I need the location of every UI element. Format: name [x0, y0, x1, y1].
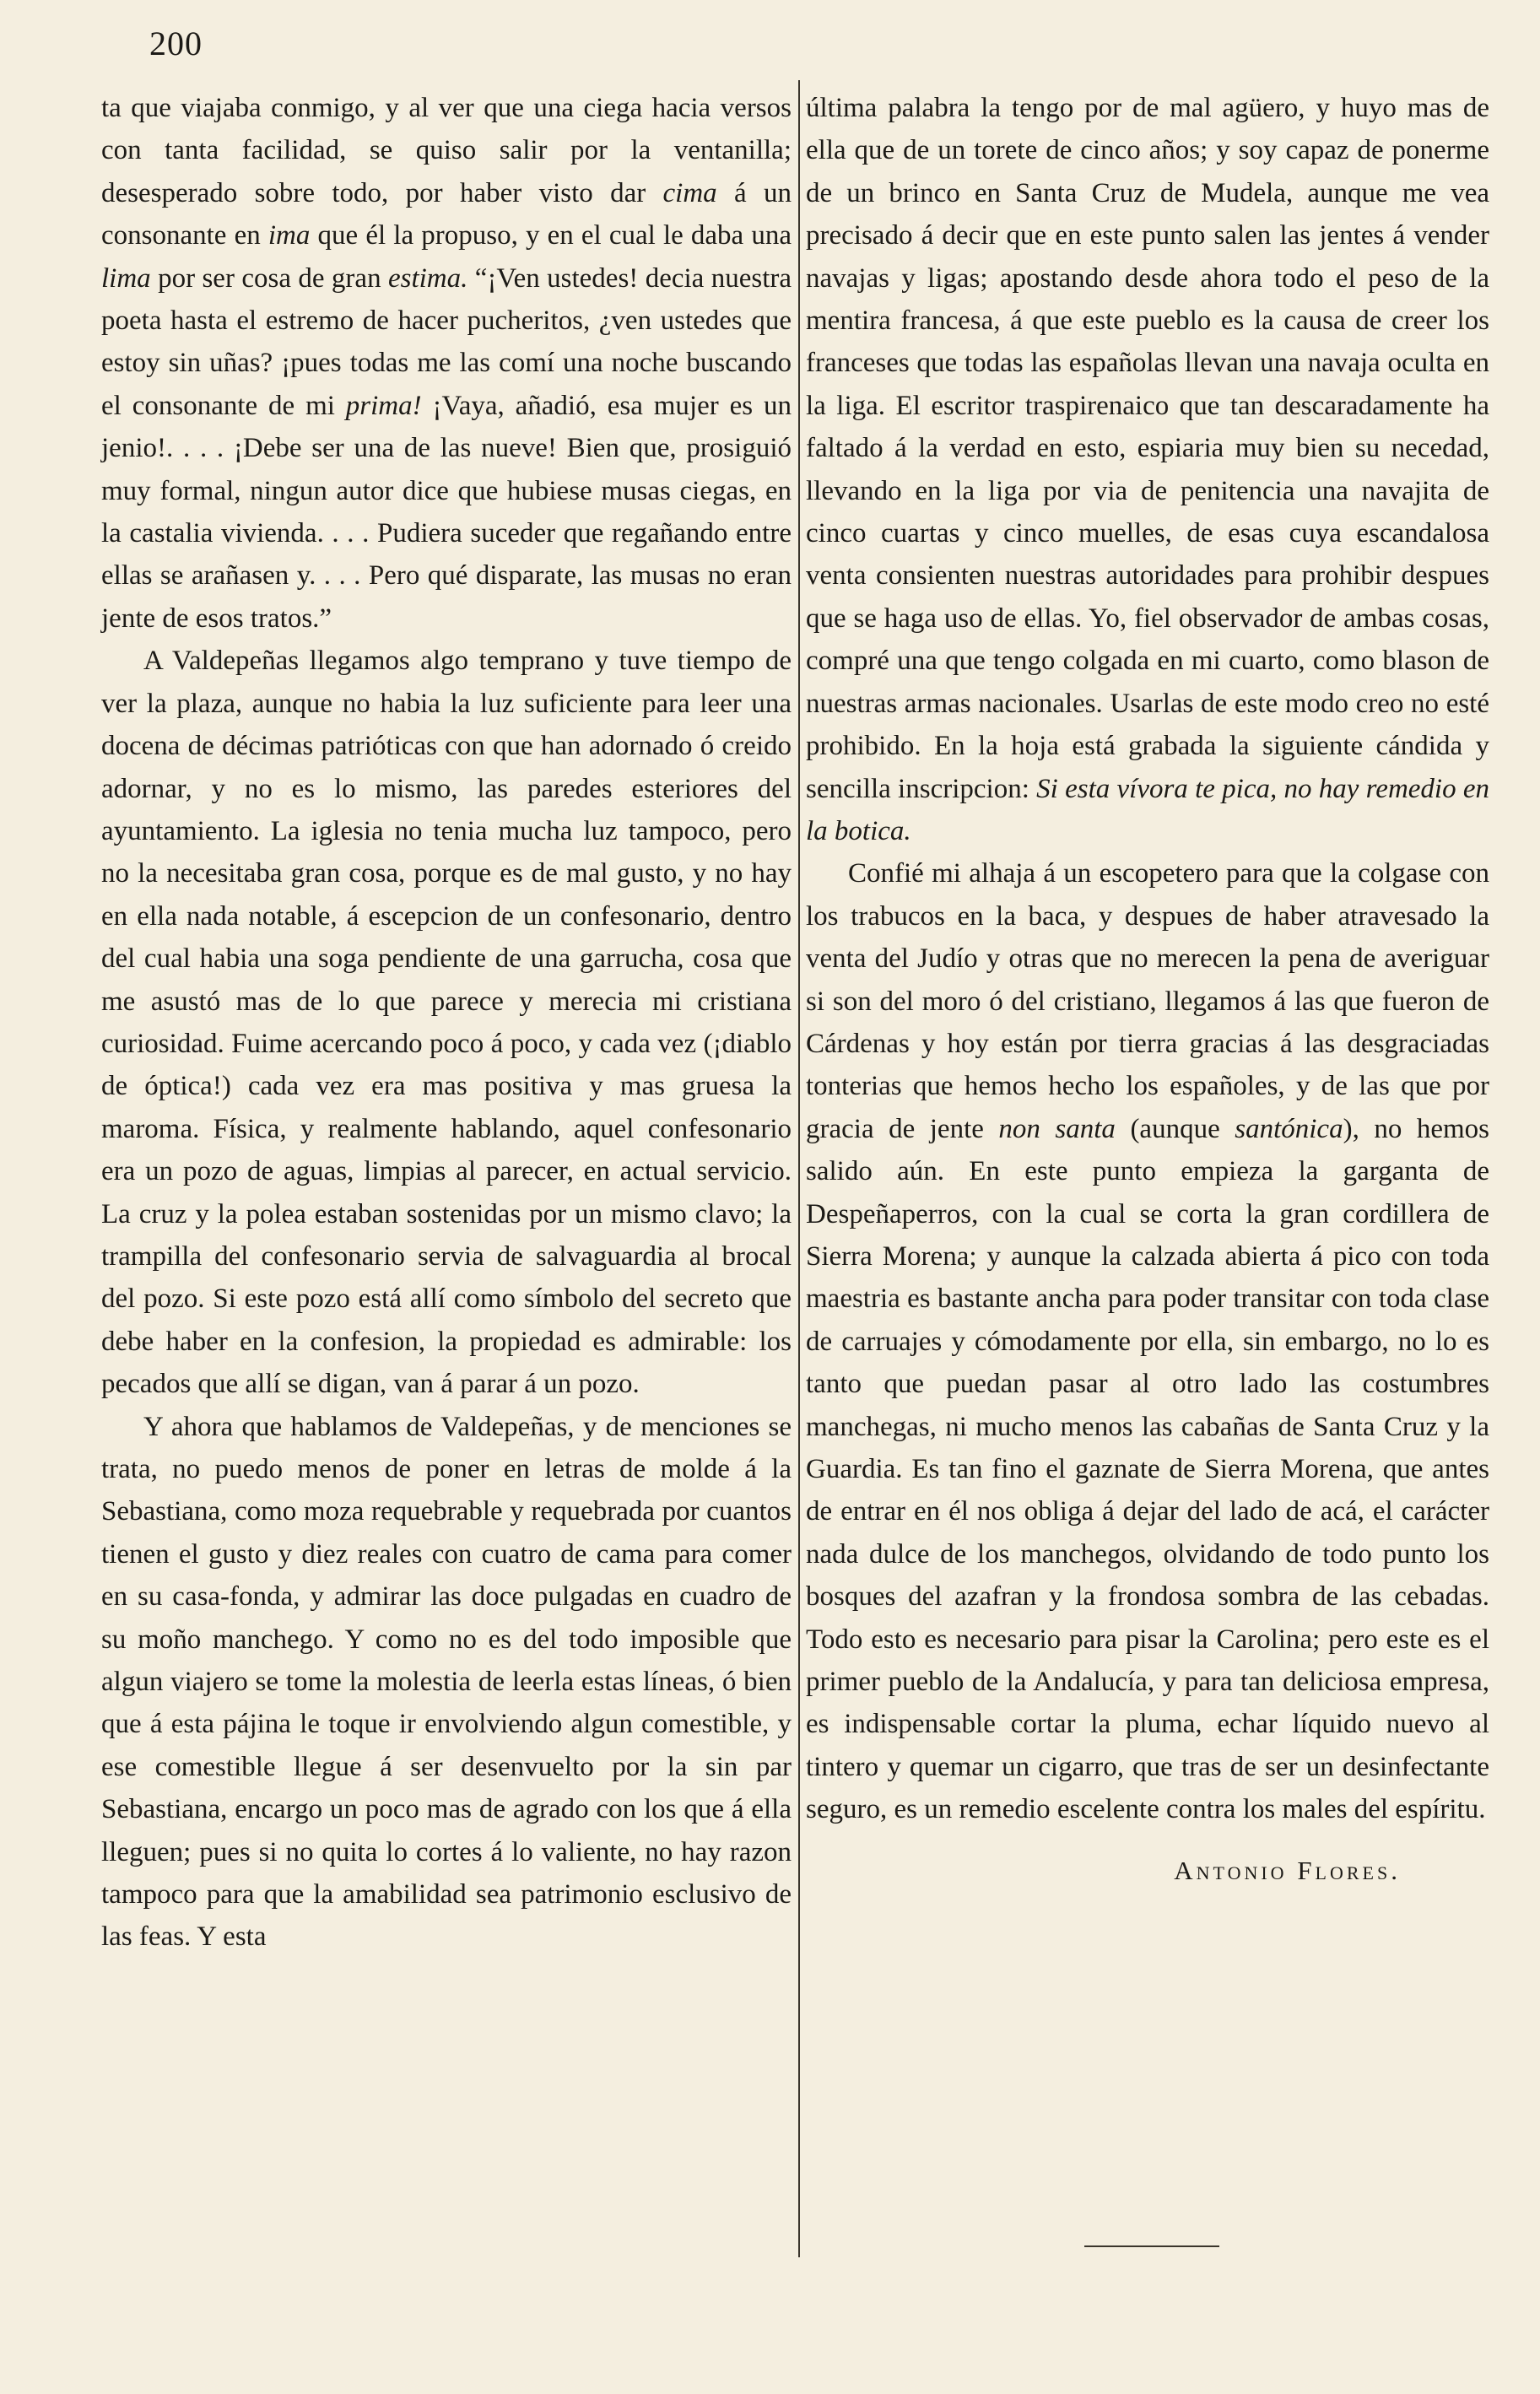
text-run: Confié mi alhaja á un escopetero para que la colgase con los trabucos en la baca, y despues de haber atravesado la venta del Judío y otras que no merecen la pena de averiguar si son del moro ó del cristiano, llegamos á las que fueron de Cárdenas y hoy están por tierra gracias á las desgraciadas tonterias que hemos hecho los españoles, y de las que por gracia de jente [806, 858, 1489, 1144]
italic-text: ima [267, 220, 311, 251]
page-number: 200 [149, 24, 203, 62]
text-run: ta que viajaba conmigo, y al ver que una ciega hacia versos con tanta facilidad, se quiso salir por la ventanilla; desesperado sobre todo, por haber visto dar [101, 93, 792, 208]
paragraph: Y ahora que hablamos de Valdepeñas, y de menciones se trata, no puedo menos de poner en letras de molde á la Sebastiana, como moza requebrable y requebrada por cuantos tienen el gusto y diez reales con cuatro de cama para comer en su casa-fonda, y admirar las doce pulgadas en cuadro de su moño manchego. Y como no es del todo imposible que algun viajero se tome la molestia de leerla estas líneas, ó bien que á esta pájina le toque ir envolviendo algun comestible, y ese comestible llegue á ser desenvuelto por la sin par Sebastiana, encargo un poco mas de agrado con los que á ella lleguen; pues si no quita lo cortes á lo valiente, no hay razon tampoco para que la amabilidad sea patrimonio esclusivo de las feas. Y esta [101, 1411, 792, 1953]
italic-text: cima [662, 177, 717, 208]
text-run: ¡Vaya, añadió, esa mujer es un jenio!. . . . ¡Debe ser una de las nueve! Bien que, prosiguió muy formal, ningun autor dice que hubiese musas ciegas, en la castalia vivienda. . . . Pudiera suceder que regañando entre ellas se arañasen y. . . . Pero qué disparate, las musas no eran jente de esos tratos.” [101, 390, 792, 634]
text-run: á un consonante en [101, 177, 792, 251]
end-rule [1084, 2245, 1219, 2247]
italic-text: Si esta vívora te pica, no hay remedio en la botica. [806, 773, 1490, 846]
column-divider [798, 80, 800, 2257]
paragraph: A Valdepeñas llegamos algo temprano y tuve tiempo de ver la plaza, aunque no habia la luz suficiente para leer una docena de décimas patrióticas con que han adornado ó creido adornar, y no es lo mismo, las paredes esteriores del ayuntamiento. La iglesia no tenia mucha luz tampoco, pero no la necesitaba gran cosa, porque es de mal gusto, y no hay en ella nada notable, á escepcion de un confesonario, dentro del cual habia una soga pendiente de una garrucha, cosa que me asustó mas de lo que parece y merecia mi cristiana curiosidad. Fuime acercando poco á poco, y cada vez (¡diablo de óptica!) cada vez era mas positiva y mas gruesa la maroma. Física, y realmente hablando, aquel confesonario era un pozo de aguas, limpias al parecer, en actual servicio. La cruz y la polea estaban sostenidas por un mismo clavo; la trampilla del confesonario servia de salvaguardia al brocal del pozo. Si este pozo está allí como símbolo del secreto que debe haber en la confesion, la propiedad es admirable: los pecados que allí se digan, van á parar á un pozo. [101, 646, 792, 1400]
text-run: (aunque [1115, 1113, 1235, 1144]
text-run: “¡Ven ustedes! decia nuestra poeta hasta el estremo de hacer pucheritos, ¿ven ustedes que estoy sin uñas? ¡pues todas me las comí una noche buscando el consonante de mi [101, 262, 792, 421]
text-run: última palabra la tengo por de mal agüero, y huyo mas de ella que de un torete de cinco años; y soy capaz de ponerme de un brinco en Santa Cruz de Mudela, aunque me vea precisado á decir que en este punto salen las jentes á vender navajas y ligas; apostando desde ahora todo el peso de la mentira francesa, á que este pueblo es la causa de creer los franceses que todas las españolas llevan una navaja oculta en la liga. El escritor traspirenaico que tan descaradamente ha faltado á la verdad en esto, espiaria muy bien su necedad, llevando en la liga por via de penitencia una navajita de cinco cuartas y cinco muelles, de esas cuya escandalosa venta consienten nuestras autoridades para prohibir despues que se haga uso de ellas. Yo, fiel observador de ambas cosas, compré una que tengo colgada en mi cuarto, como blason de nuestras armas nacionales. Usarlas de este modo creo no esté prohibido. En la hoja está grabada la siguiente cándida y sencilla inscripcion: [806, 93, 1489, 804]
italic-text: lima [101, 262, 151, 294]
left-column [101, 87, 792, 1959]
author-signature: Antonio Flores. [1174, 1855, 1401, 1885]
italic-text: estima. [387, 262, 468, 294]
paragraph [806, 852, 1489, 1830]
italic-text: non santa [998, 1113, 1116, 1144]
italic-text: prima! [345, 390, 422, 421]
text-run: ), no hemos salido aún. En este punto empieza la garganta de Despeñaperros, con la cual se corta la gran cordillera de Sierra Morena; y aunque la calzada abierta á pico con toda maestria es bastante ancha para poder transitar con toda clase de carruajes y cómodamente por ella, sin embargo, no lo es tanto que puedan pasar al otro lado las costumbres manchegas, ni mucho menos las cabañas de Santa Cruz y la Guardia. Es tan fino el gaznate de Sierra Morena, que antes de entrar en él nos obliga á dejar del lado de acá, el carácter nada dulce de los manchegos, olvidando de todo punto los bosques del azafran y la frondosa sombra de las cebadas. Todo esto es necesario para pisar la Carolina; pero este es el primer pueblo de la Andalucía, y para tan deliciosa empresa, es indispensable cortar la pluma, echar líquido nuevo al tintero y quemar un cigarro, que tras de ser un desinfectante seguro, es un remedio escelente contra los males del espíritu. [806, 1113, 1489, 1825]
right-column [806, 87, 1489, 1892]
italic-text: santónica [1235, 1113, 1343, 1144]
text-run: por ser cosa de gran [150, 262, 388, 294]
paragraph [806, 87, 1489, 852]
text-run: que él la propuso, y en el cual le daba una [310, 220, 792, 251]
paragraph [101, 87, 792, 640]
